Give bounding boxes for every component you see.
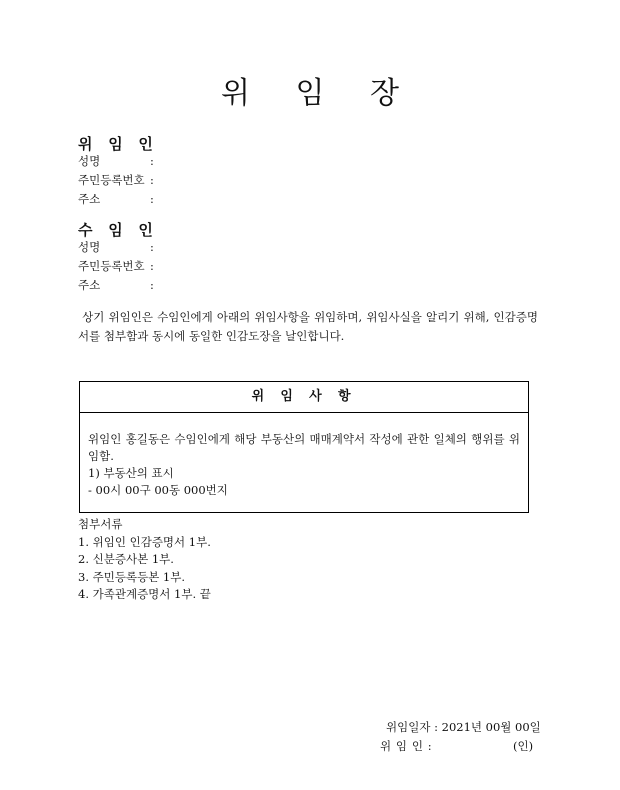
delegation-description: 위임인 홍길동은 수임인에게 해당 부동산의 매매계약서 작성에 관한 일체의 행위를 위임함. [88,432,520,463]
delegatee-fields [78,238,154,295]
attachment-item: 1. 위임인 인감증명서 1부. [78,534,211,549]
delegatee-address-field: 주소 : [78,276,154,295]
property-address: - 00시 00구 00동 000번지 [88,483,228,497]
property-heading: 1) 부동산의 표시 [88,466,174,480]
document-title: 위 임 장 [220,76,417,111]
attachment-item: 3. 주민등록등본 1부. [78,569,186,584]
delegatee-heading: 수 임 인 [78,221,159,239]
delegator-name-field: 성명 : [78,152,154,171]
field-label: 성명 [78,240,101,254]
delegatee-id-field: 주민등록번호 : [78,257,154,276]
delegatee-name-field: 성명 : [78,238,154,257]
attachment-item: 4. 가족관계증명서 1부. 끝 [78,587,211,601]
attachment-item: 2. 신분증사본 1부. [78,552,174,566]
delegator-address-field: 주소 : [78,190,154,209]
delegator-fields [78,152,154,209]
field-label: 성명 [78,154,101,168]
seal-mark: (인) [513,739,534,753]
attachments-list [78,516,211,604]
delegation-box-heading: 위 임 사 항 [80,382,528,413]
delegator-heading: 위 임 인 [78,135,159,153]
statement-text: 상기 위임인은 수임인에게 아래의 위임사항을 위임하며, 위임사실을 알리기 위해, 인감증명서를 첨부함과 동시에 동일한 인감도장을 날인합니다. [78,310,538,343]
delegation-box-body [80,413,528,499]
delegation-box [79,381,529,513]
field-label: 주민등록번호 [78,259,145,273]
field-label: 주소 [78,192,101,206]
attachments-heading: 첨부서류 [78,517,123,531]
statement-paragraph [78,308,538,346]
delegation-date: 위임일자 : 2021년 00월 00일 [386,720,541,734]
field-label: 주소 [78,278,101,292]
delegator-sign-label: 위 임 인 : [380,739,433,753]
field-label: 주민등록번호 [78,173,145,187]
delegator-id-field: 주민등록번호 : [78,171,154,190]
